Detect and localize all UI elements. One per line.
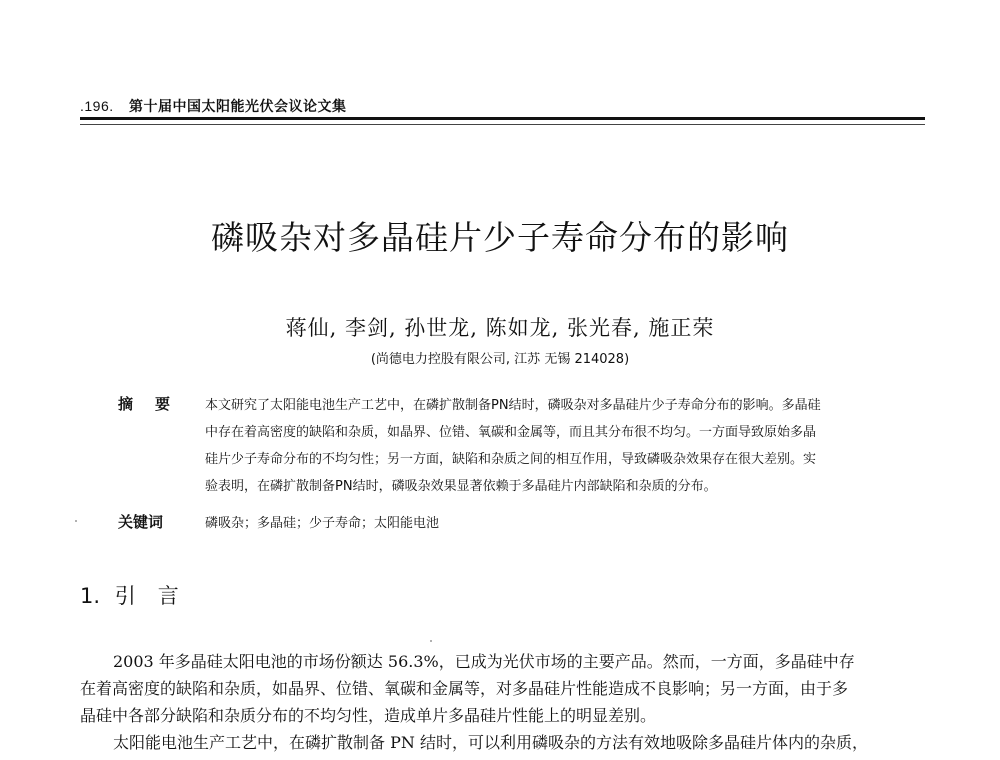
abstract-label: 摘要 — [118, 395, 193, 413]
proceedings-title: 第十届中国太阳能光伏会议论文集 — [129, 99, 347, 115]
running-header — [80, 96, 347, 116]
body-paragraph — [80, 729, 930, 756]
abstract-line: 验表明，在磷扩散制备PN结时，磷吸杂效果显著依赖于多晶硅片内部缺陷和杂质的分布。 — [205, 479, 717, 494]
author-list: 蒋仙, 李剑, 孙世龙, 陈如龙, 张光春, 施正荣 — [285, 316, 715, 340]
keywords-label: 关键词 — [118, 513, 164, 531]
section-number: 1. — [80, 584, 101, 608]
paragraph-line: 2003 年多晶硅太阳电池的市场份额达 56.3%，已成为光伏市场的主要产品。然而，一方面，多晶硅中存 — [113, 652, 855, 671]
body-paragraph — [80, 648, 930, 729]
keywords-text: 磷吸杂；多晶硅；少子寿命；太阳能电池 — [205, 516, 440, 531]
scan-speck — [75, 520, 77, 522]
abstract-line: 硅片少子寿命分布的不均匀性；另一方面，缺陷和杂质之间的相互作用，导致磷吸杂效果存在很大差别。实 — [205, 452, 817, 467]
scan-speck — [430, 640, 432, 642]
abstract-body — [205, 392, 930, 500]
section-heading — [80, 580, 201, 610]
paragraph-line: 在着高密度的缺陷和杂质，如晶界、位错、氧碳和金属等，对多晶硅片性能造成不良影响；另一方面，由于多 — [80, 679, 849, 698]
section-title: 引言 — [114, 584, 201, 608]
abstract-line: 本文研究了太阳能电池生产工艺中，在磷扩散制备PN结时，磷吸杂对多晶硅片少子寿命分布的影响。多晶硅 — [205, 398, 821, 413]
header-rule-thick — [80, 117, 925, 120]
paper-title: 磷吸杂对多晶硅片少子寿命分布的影响 — [211, 218, 789, 257]
header-rule-thin — [80, 124, 925, 125]
affiliation: (尚德电力控股有限公司, 江苏 无锡 214028) — [370, 352, 630, 367]
abstract-line: 中存在着高密度的缺陷和杂质，如晶界、位错、氧碳和金属等，而且其分布很不均匀。一方面导致原始多晶 — [205, 425, 817, 440]
page-number: .196. — [80, 98, 114, 114]
paragraph-line: 晶硅中各部分缺陷和杂质分布的不均匀性，造成单片多晶硅片性能上的明显差别。 — [80, 706, 657, 725]
paragraph-line: 太阳能电池生产工艺中，在磷扩散制备 PN 结时，可以利用磷吸杂的方法有效地吸除多晶硅片体内的杂质， — [113, 733, 868, 752]
